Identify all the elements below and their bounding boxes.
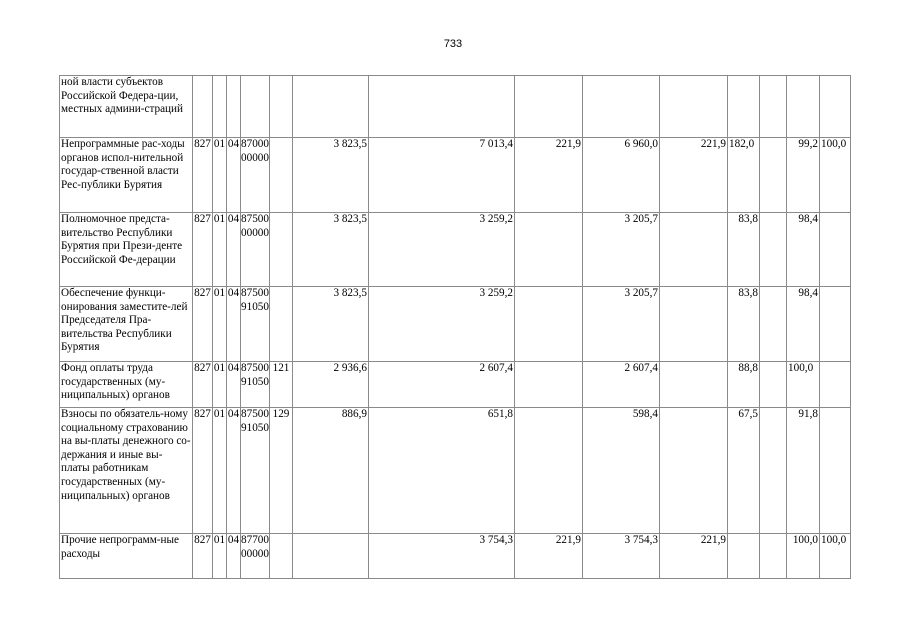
value-col-8: 99,2 <box>787 138 820 213</box>
value-col-6: 83,8 <box>728 287 760 362</box>
value-col-3: 221,9 <box>515 138 583 213</box>
value-col-6: 83,8 <box>728 213 760 287</box>
vedomstvo-code: 827 <box>193 362 213 408</box>
value-col-5: 221,9 <box>660 138 728 213</box>
value-col-3: 221,9 <box>515 534 583 579</box>
value-col-5 <box>660 408 728 534</box>
vedomstvo-code <box>193 76 213 138</box>
value-col-3 <box>515 408 583 534</box>
value-col-4 <box>583 76 660 138</box>
value-col-1: 886,9 <box>293 408 369 534</box>
vr-code <box>270 76 293 138</box>
vedomstvo-code: 827 <box>193 213 213 287</box>
podrazdel-code: 04 <box>227 534 241 579</box>
razdel-code: 01 <box>213 287 227 362</box>
value-col-6 <box>728 534 760 579</box>
value-col-8: 91,8 <box>787 408 820 534</box>
value-col-9 <box>820 287 851 362</box>
row-name: ной власти субъектов Российской Федера-ции, местных админи-страций <box>60 76 193 138</box>
podrazdel-code <box>227 76 241 138</box>
value-col-9 <box>820 408 851 534</box>
row-name: Взносы по обязатель-ному социальному страхованию на вы-платы денежного со-держания и иные вы-платы работникам государственных (му-ниципальных) органов <box>60 408 193 534</box>
value-col-2: 3 259,2 <box>369 287 515 362</box>
value-col-5 <box>660 362 728 408</box>
value-col-7 <box>760 534 787 579</box>
table-row <box>60 213 851 287</box>
value-col-1 <box>293 76 369 138</box>
podrazdel-code: 04 <box>227 213 241 287</box>
csr-code <box>241 76 270 138</box>
csr-code: 8750000000 <box>241 213 270 287</box>
vr-code <box>270 138 293 213</box>
value-col-1: 3 823,5 <box>293 287 369 362</box>
value-col-1: 3 823,5 <box>293 213 369 287</box>
value-col-6: 182,0 <box>728 138 760 213</box>
value-col-6: 88,8 <box>728 362 760 408</box>
podrazdel-code: 04 <box>227 362 241 408</box>
budget-table <box>59 75 851 579</box>
value-col-8: 98,4 <box>787 213 820 287</box>
value-col-3 <box>515 213 583 287</box>
value-col-7 <box>760 287 787 362</box>
value-col-9 <box>820 213 851 287</box>
vedomstvo-code: 827 <box>193 138 213 213</box>
value-col-4: 3 754,3 <box>583 534 660 579</box>
razdel-code <box>213 76 227 138</box>
table-row <box>60 76 851 138</box>
value-col-7 <box>760 362 787 408</box>
vr-code <box>270 534 293 579</box>
podrazdel-code: 04 <box>227 408 241 534</box>
value-col-2 <box>369 76 515 138</box>
value-col-4: 6 960,0 <box>583 138 660 213</box>
value-col-2: 2 607,4 <box>369 362 515 408</box>
row-name: Полномочное предста-вительство Республики Бурятия при Прези-денте Российской Фе-дерации <box>60 213 193 287</box>
row-name: Обеспечение функци-онирования заместите-лей Председателя Пра-вительства Республики Бурятия <box>60 287 193 362</box>
csr-code: 8750091050 <box>241 362 270 408</box>
value-col-8: 100,0 <box>787 362 820 408</box>
table-row <box>60 534 851 579</box>
value-col-8: 98,4 <box>787 287 820 362</box>
table-row <box>60 138 851 213</box>
value-col-5 <box>660 287 728 362</box>
value-col-4: 2 607,4 <box>583 362 660 408</box>
value-col-5: 221,9 <box>660 534 728 579</box>
table-row <box>60 408 851 534</box>
vedomstvo-code: 827 <box>193 408 213 534</box>
value-col-9 <box>820 362 851 408</box>
value-col-1: 2 936,6 <box>293 362 369 408</box>
value-col-9: 100,0 <box>820 534 851 579</box>
vr-code <box>270 213 293 287</box>
page-number: 733 <box>443 38 463 50</box>
value-col-7 <box>760 213 787 287</box>
value-col-2: 7 013,4 <box>369 138 515 213</box>
podrazdel-code: 04 <box>227 138 241 213</box>
vedomstvo-code: 827 <box>193 534 213 579</box>
row-name: Непрограммные рас-ходы органов испол-нительной государ-ственной власти Рес-публики Бурятия <box>60 138 193 213</box>
value-col-4: 3 205,7 <box>583 287 660 362</box>
csr-code: 8770000000 <box>241 534 270 579</box>
value-col-4: 598,4 <box>583 408 660 534</box>
value-col-9 <box>820 76 851 138</box>
value-col-1: 3 823,5 <box>293 138 369 213</box>
value-col-4: 3 205,7 <box>583 213 660 287</box>
value-col-3 <box>515 362 583 408</box>
value-col-7 <box>760 76 787 138</box>
razdel-code: 01 <box>213 362 227 408</box>
value-col-3 <box>515 287 583 362</box>
value-col-7 <box>760 408 787 534</box>
vr-code <box>270 287 293 362</box>
value-col-7 <box>760 138 787 213</box>
razdel-code: 01 <box>213 408 227 534</box>
vr-code: 129 <box>270 408 293 534</box>
csr-code: 8700000000 <box>241 138 270 213</box>
vedomstvo-code: 827 <box>193 287 213 362</box>
value-col-9: 100,0 <box>820 138 851 213</box>
value-col-5 <box>660 213 728 287</box>
value-col-6 <box>728 76 760 138</box>
table-row <box>60 287 851 362</box>
value-col-1 <box>293 534 369 579</box>
value-col-3 <box>515 76 583 138</box>
value-col-6: 67,5 <box>728 408 760 534</box>
row-name: Фонд оплаты труда государственных (му-ниципальных) органов <box>60 362 193 408</box>
value-col-2: 3 259,2 <box>369 213 515 287</box>
razdel-code: 01 <box>213 534 227 579</box>
value-col-8 <box>787 76 820 138</box>
row-name: Прочие непрограмм-ные расходы <box>60 534 193 579</box>
value-col-2: 3 754,3 <box>369 534 515 579</box>
vr-code: 121 <box>270 362 293 408</box>
csr-code: 8750091050 <box>241 408 270 534</box>
csr-code: 8750091050 <box>241 287 270 362</box>
podrazdel-code: 04 <box>227 287 241 362</box>
razdel-code: 01 <box>213 213 227 287</box>
table-row <box>60 362 851 408</box>
value-col-2: 651,8 <box>369 408 515 534</box>
value-col-5 <box>660 76 728 138</box>
value-col-8: 100,0 <box>787 534 820 579</box>
razdel-code: 01 <box>213 138 227 213</box>
